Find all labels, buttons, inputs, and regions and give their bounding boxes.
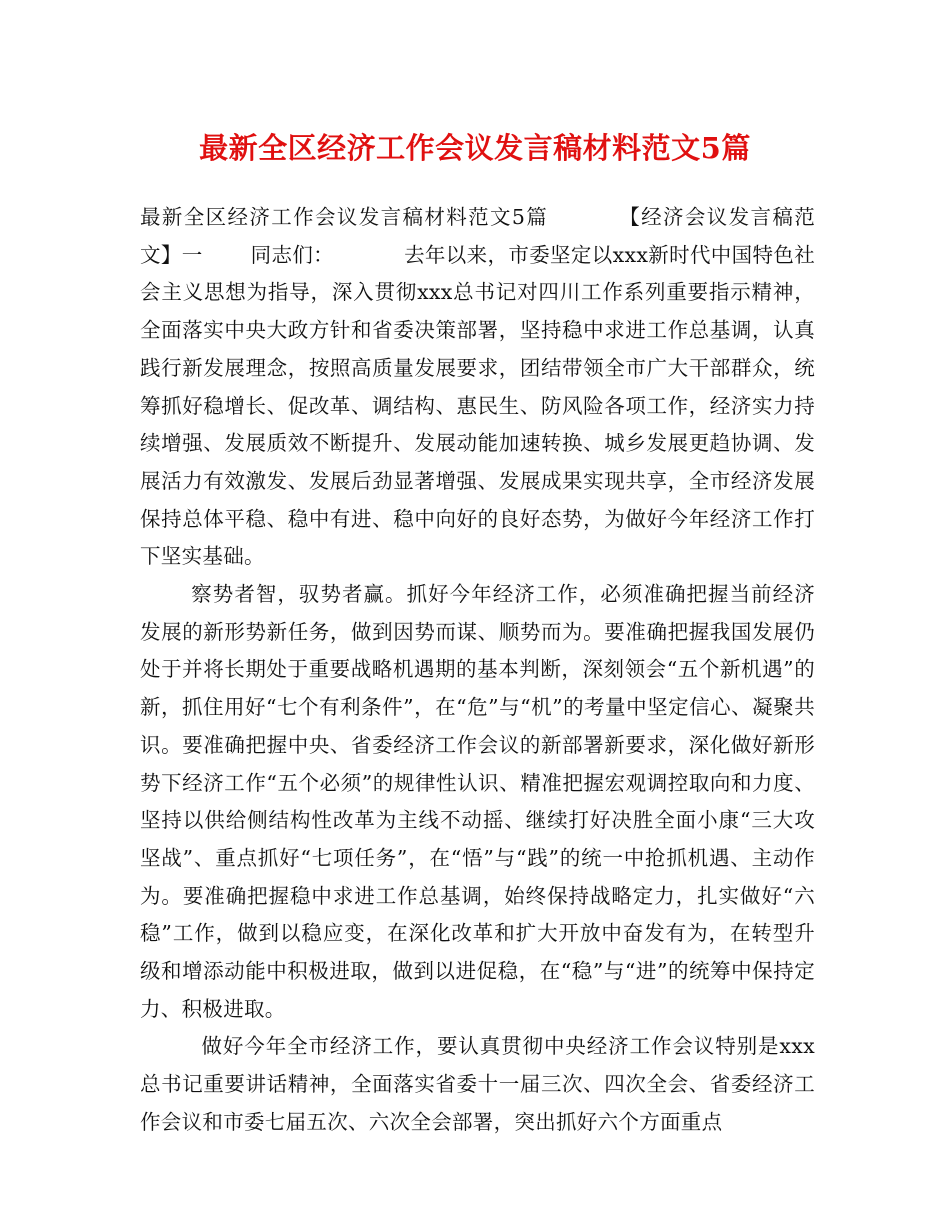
document-title: 最新全区经济工作会议发言稿材料范文5篇 (199, 131, 751, 165)
intro-heading: 最新全区经济工作会议发言稿材料范文5篇 (140, 205, 549, 229)
document-body (140, 199, 815, 1142)
intro-salutation: 同志们： (250, 242, 335, 267)
body-paragraph-1: 察势者智，驭势者赢。抓好今年经济工作，必须准确把握当前经济发展的新形势新任务，做到因势而谋、顺势而为。要准确把握我国发展仍处于并将长期处于重要战略机遇期的基本判断，深刻领会“五个新机遇”的新，抓住用好“七个有利条件”，在“危”与“机”的考量中坚定信心、凝聚共识。要准确把握中央、省委经济工作会议的新部署新要求，深化做好新形势下经济工作“五个必须”的规律性认识、精准把握宏观调控取向和力度、坚持以供给侧结构性改革为主线不动摇、继续打好决胜全面小康“三大攻坚战”、重点抓好“七项任务”，在“悟”与“践”的统一中抢抓机遇、主动作为。要准确把握稳中求进工作总基调，始终保持战略定力，扎实做好“六稳”工作，做到以稳应变，在深化改革和扩大开放中奋发有为，在转型升级和增添动能中积极进取，做到以进促稳，在“稳”与“进”的统筹中保持定力、积极进取。 (140, 582, 815, 1021)
intro-category: 【经济会议发言稿范文】一 (140, 205, 815, 267)
intro-text: 去年以来，市委坚定以xxx新时代中国特色社会主义思想为指导，深入贯彻xxx总书记对四川工作系列重要指示精神，全面落实中央大政方针和省委决策部署，坚持稳中求进工作总基调，认真践行新发展理念，按照高质量发展要求，团结带领全市广大干部群众，统筹抓好稳增长、促改革、调结构、惠民生、防风险各项工作，经济实力持续增强、发展质效不断提升、发展动能加速转换、城乡发展更趋协调、发展活力有效激发、发展后劲显著增强、发展成果实现共享，全市经济发展保持总体平稳、稳中有进、稳中向好的良好态势，为做好今年经济工作打下坚实基础。 (140, 242, 816, 569)
body-paragraph-2: 做好今年全市经济工作，要认真贯彻中央经济工作会议特别是xxx总书记重要讲话精神，全面落实省委十一届三次、四次全会、省委经济工作会议和市委七届五次、六次全会部署，突出抓好六个方面重点 (140, 1034, 815, 1134)
intro-paragraph (140, 199, 815, 576)
